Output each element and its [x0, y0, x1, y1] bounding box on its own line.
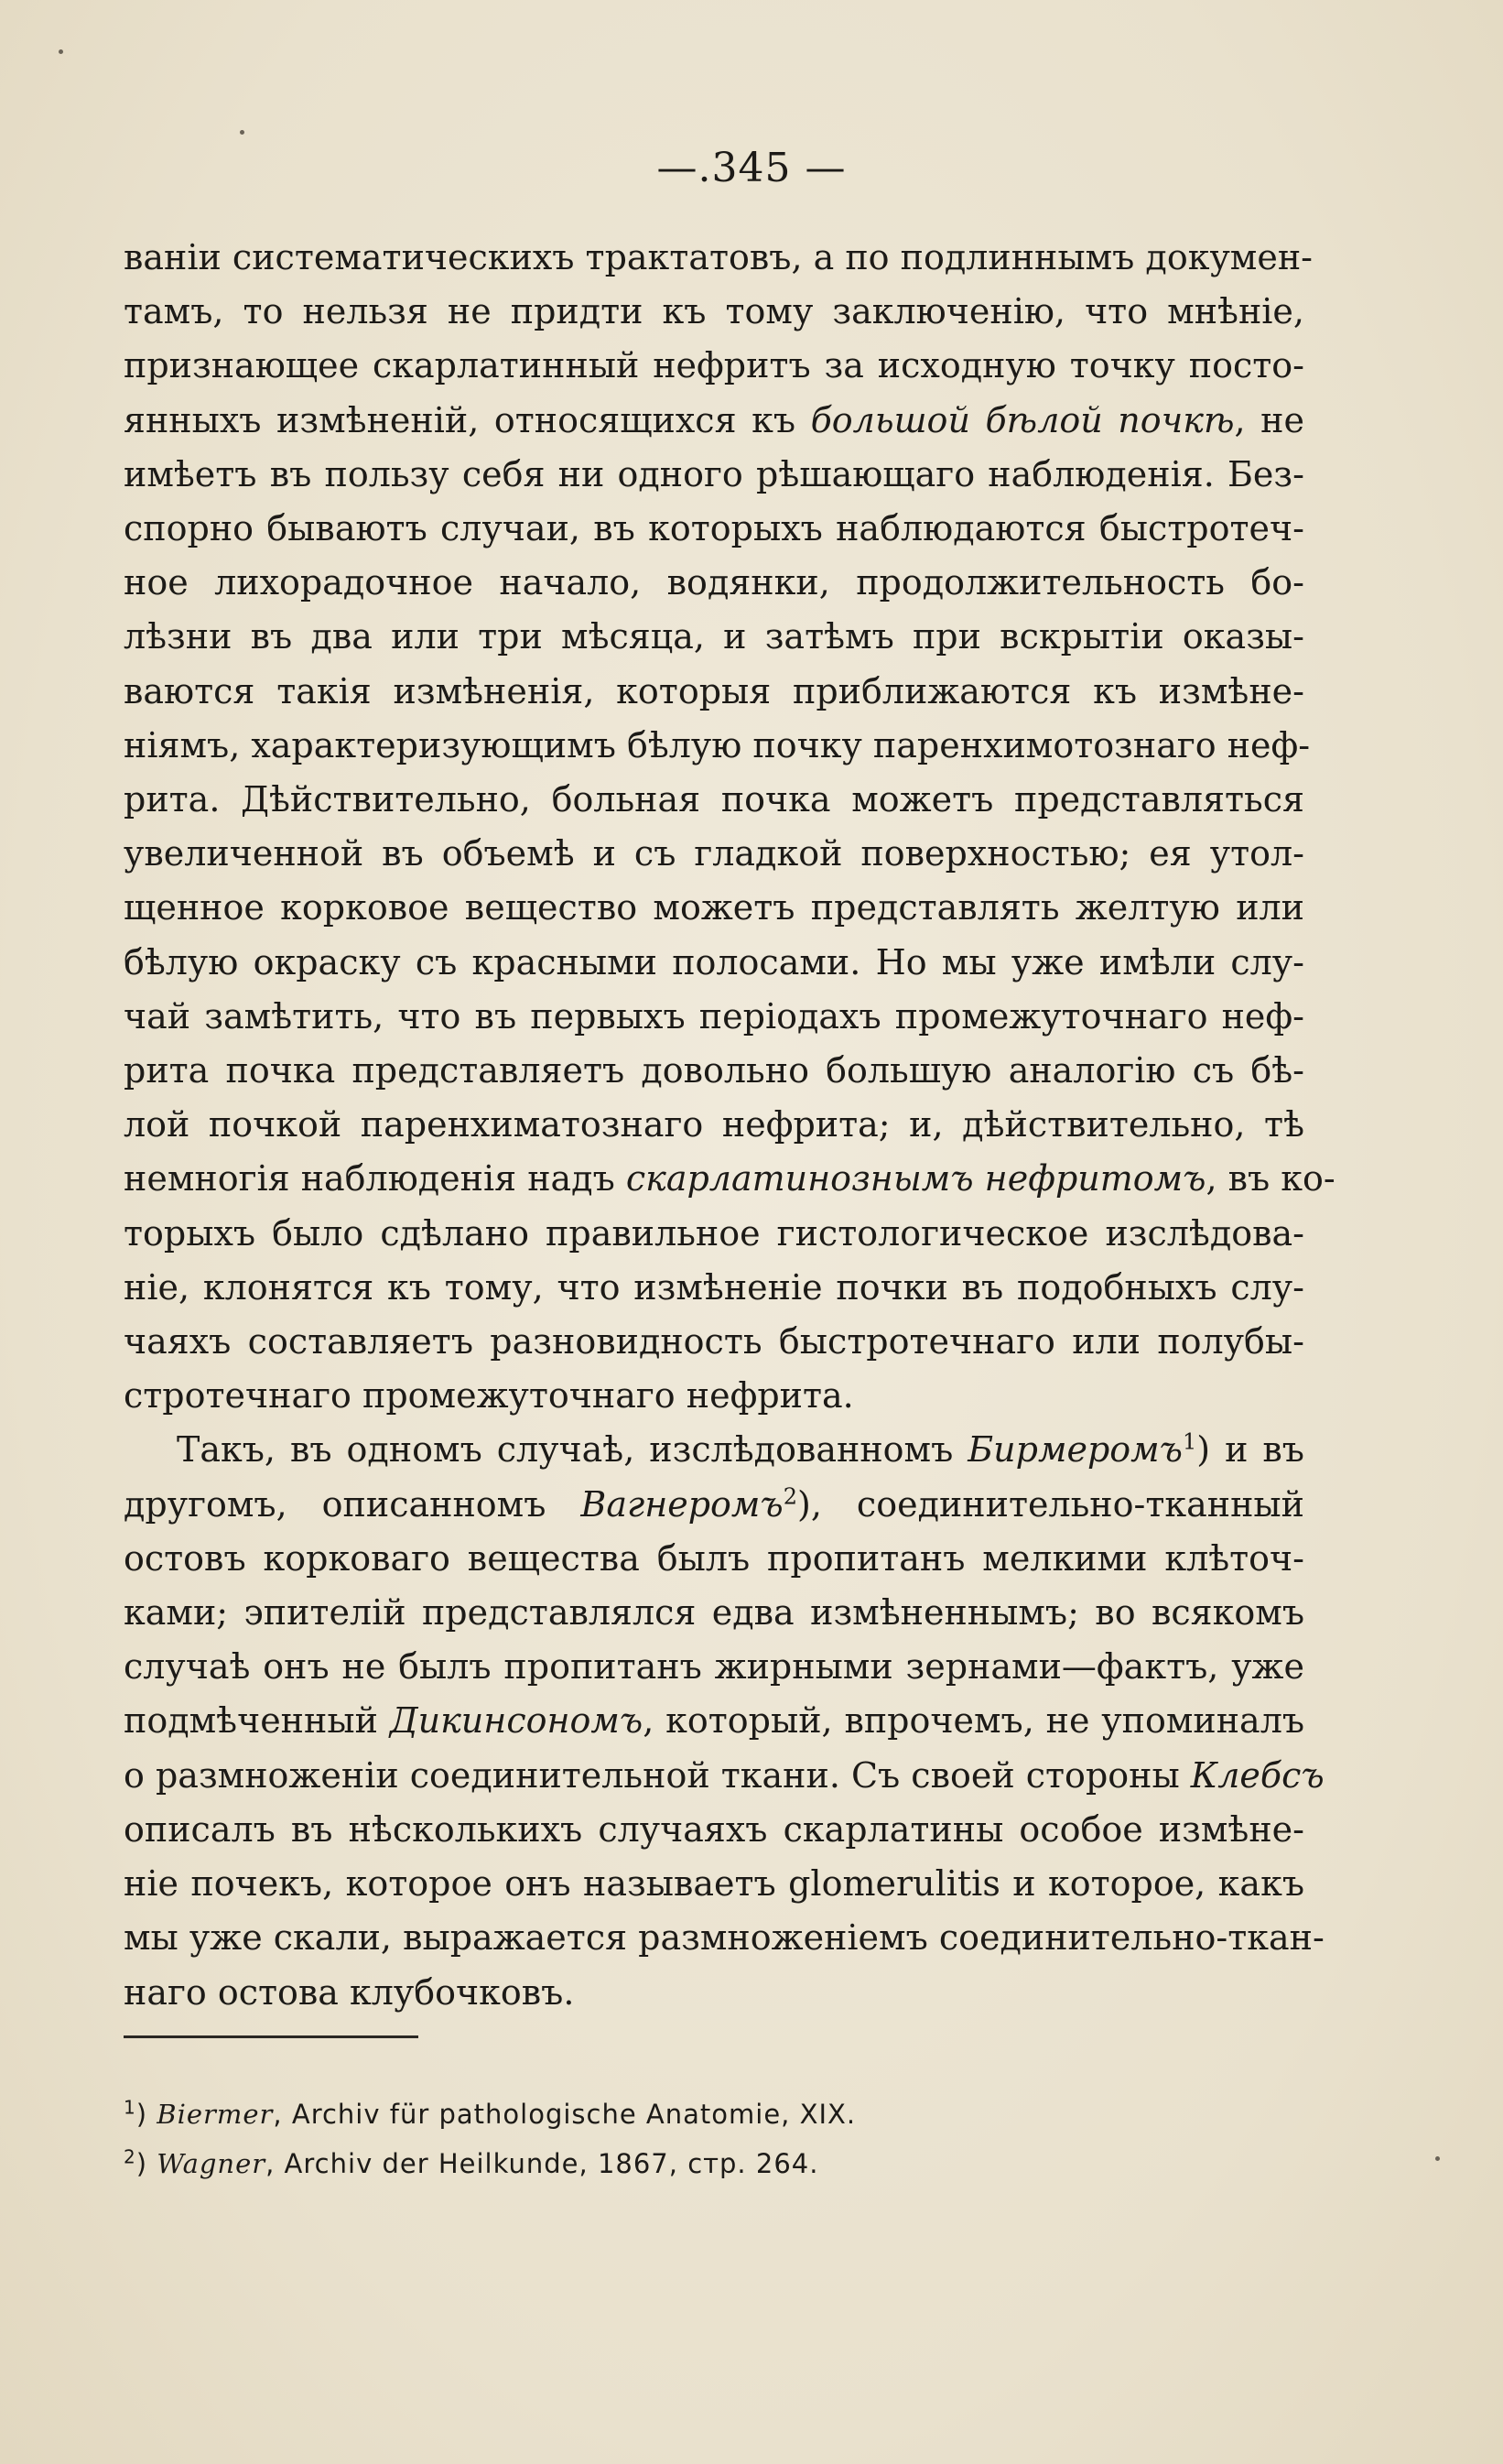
- text-segment: ніямъ, характеризующимъ бѣлую почку паренхимотознаго неф-: [124, 724, 1311, 765]
- footnote-separator: [124, 2035, 418, 2038]
- text-segment: ваются такія измѣненія, которыя приближаются къ измѣне-: [124, 670, 1304, 711]
- footnote-paren: ): [135, 2148, 157, 2179]
- text-segment: ніе почекъ, которое онъ называетъ glomerulitis и которое, какъ: [124, 1863, 1304, 1905]
- text-line: [124, 556, 1304, 610]
- text-segment: ное лихорадочное начало, водянки, продолжительность бо-: [124, 562, 1304, 603]
- footnote-citation: , Archiv für pathologische Anatomie, XIX.: [273, 2099, 857, 2130]
- text-segment: янныхъ измѣненій, относящихся къ: [124, 399, 811, 440]
- italic-phrase: скарлатинознымъ нефритомъ: [625, 1158, 1206, 1199]
- text-segment: ), соединительно-тканный: [797, 1483, 1304, 1525]
- text-line: [124, 394, 1304, 448]
- text-line: [124, 1694, 1304, 1748]
- body-text: [124, 231, 1335, 2020]
- text-segment: тамъ, то нельзя не придти къ тому заключенію, что мнѣніе,: [124, 291, 1304, 332]
- footnote: [124, 2139, 856, 2188]
- text-segment: лѣзни въ два или три мѣсяца, и затѣмъ при вскрытіи оказы-: [124, 616, 1304, 657]
- text-line: [124, 719, 1311, 773]
- text-segment: случаѣ онъ не былъ пропитанъ жирными зернами—фактъ, уже: [124, 1646, 1304, 1688]
- text-segment: чаяхъ составляетъ разновидность быстротечнаго или полубы-: [124, 1321, 1304, 1362]
- text-line: [124, 1640, 1304, 1694]
- paper-speck: [59, 49, 63, 54]
- text-segment: признающее скарлатинный нефритъ за исходную точку посто-: [124, 345, 1304, 386]
- footnote-reference: 1: [1183, 1428, 1197, 1455]
- text-line: [124, 1207, 1304, 1261]
- text-segment: другомъ, описанномъ: [124, 1483, 581, 1525]
- text-segment: лой почкой паренхиматознаго нефрита; и, дѣйствительно, тѣ: [124, 1104, 1304, 1145]
- text-line: [124, 1966, 1304, 2020]
- text-segment: ками; эпителій представлялся едва измѣненнымъ; во всякомъ: [124, 1592, 1304, 1634]
- footnote-reference: 2: [783, 1483, 798, 1510]
- text-line: [124, 610, 1304, 664]
- text-segment: чай замѣтить, что въ первыхъ періодахъ промежуточнаго неф-: [124, 995, 1304, 1037]
- footnote-mark: 2: [124, 2145, 136, 2168]
- text-line: [124, 936, 1304, 990]
- text-segment: торыхъ было сдѣлано правильное гистологическое изслѣдова-: [124, 1212, 1304, 1254]
- text-line: [124, 827, 1304, 881]
- text-segment: , который, впрочемъ, не упоминалъ: [643, 1700, 1305, 1742]
- text-segment: подмѣченный: [124, 1700, 390, 1742]
- text-line: [124, 1857, 1304, 1911]
- text-segment: бѣлую окраску съ красными полосами. Но мы уже имѣли слу-: [124, 941, 1304, 982]
- text-segment: наго остова клубочковъ.: [124, 1971, 575, 2013]
- text-line: [124, 1911, 1325, 1965]
- text-line: [124, 1152, 1335, 1206]
- text-line: [124, 1423, 1304, 1477]
- text-line: [124, 448, 1304, 502]
- footnote-mark: 1: [124, 2096, 136, 2119]
- footnote-author: Biermer: [157, 2099, 274, 2130]
- text-segment: имѣетъ въ пользу себя ни одного рѣшающаго наблюденія. Без-: [124, 453, 1304, 494]
- text-line: [124, 990, 1304, 1044]
- text-line: [124, 502, 1304, 556]
- text-segment: увеличенной въ объемѣ и съ гладкой поверхностью; ея утол-: [124, 833, 1304, 874]
- text-segment: Такъ, въ одномъ случаѣ, изслѣдованномъ: [177, 1429, 968, 1471]
- text-line: [124, 339, 1304, 393]
- italic-phrase: Бирмеромъ: [968, 1429, 1184, 1471]
- text-segment: ) и въ: [1196, 1429, 1304, 1471]
- italic-phrase: большой бѣлой почкѣ: [810, 399, 1235, 440]
- footnotes: [124, 2090, 856, 2188]
- text-line: [124, 285, 1304, 339]
- footnote-paren: ): [135, 2099, 157, 2130]
- text-segment: остовъ корковаго вещества былъ пропитанъ мелкими клѣточ-: [124, 1537, 1304, 1579]
- text-line: [124, 665, 1304, 719]
- text-segment: ніе, клонятся къ тому, что измѣненіе почки въ подобныхъ слу-: [124, 1266, 1304, 1308]
- text-line: [124, 1803, 1304, 1857]
- text-line: [124, 1478, 1304, 1532]
- text-segment: о размноженіи соединительной ткани. Съ своей стороны: [124, 1754, 1191, 1796]
- text-line: [124, 1261, 1304, 1315]
- text-segment: рита. Дѣйствительно, больная почка можетъ представляться: [124, 779, 1304, 820]
- text-line: [124, 881, 1304, 935]
- text-segment: стротечнаго промежуточнаго нефрита.: [124, 1375, 854, 1417]
- italic-phrase: Дикинсономъ: [389, 1700, 643, 1742]
- text-segment: спорно бываютъ случаи, въ которыхъ наблюдаются быстротеч-: [124, 508, 1304, 549]
- text-line: [124, 1044, 1304, 1098]
- text-line: [124, 1749, 1325, 1803]
- text-segment: , не: [1234, 399, 1304, 440]
- text-segment: ваніи систематическихъ трактатовъ, а по подлиннымъ докумен-: [124, 237, 1314, 277]
- footnote: [124, 2090, 856, 2139]
- text-line: [124, 1315, 1304, 1369]
- paper-speck: [1435, 2156, 1440, 2161]
- page-number: —.345 —: [656, 145, 847, 191]
- text-line: [124, 1532, 1304, 1586]
- italic-phrase: Вагнеромъ: [580, 1483, 784, 1525]
- footnote-citation: , Archiv der Heilkunde, 1867, стр. 264.: [265, 2148, 819, 2179]
- text-segment: немногія наблюденія надъ: [124, 1158, 626, 1199]
- text-segment: , въ ко-: [1206, 1158, 1335, 1199]
- text-line: [124, 1369, 1304, 1423]
- paper-speck: [240, 130, 244, 135]
- text-segment: описалъ въ нѣсколькихъ случаяхъ скарлатины особое измѣне-: [124, 1808, 1304, 1850]
- italic-phrase: Клебсъ: [1190, 1754, 1325, 1796]
- text-segment: рита почка представляетъ довольно большую аналогію съ бѣ-: [124, 1050, 1304, 1091]
- text-line: [124, 1098, 1304, 1152]
- text-segment: мы уже скали, выражается размноженіемъ соединительно-ткан-: [124, 1917, 1325, 1959]
- text-segment: щенное корковое вещество можетъ представлять желтую или: [124, 887, 1304, 928]
- text-line: [124, 231, 1314, 285]
- text-line: [124, 1586, 1304, 1640]
- footnote-author: Wagner: [157, 2148, 266, 2179]
- text-line: [124, 773, 1304, 827]
